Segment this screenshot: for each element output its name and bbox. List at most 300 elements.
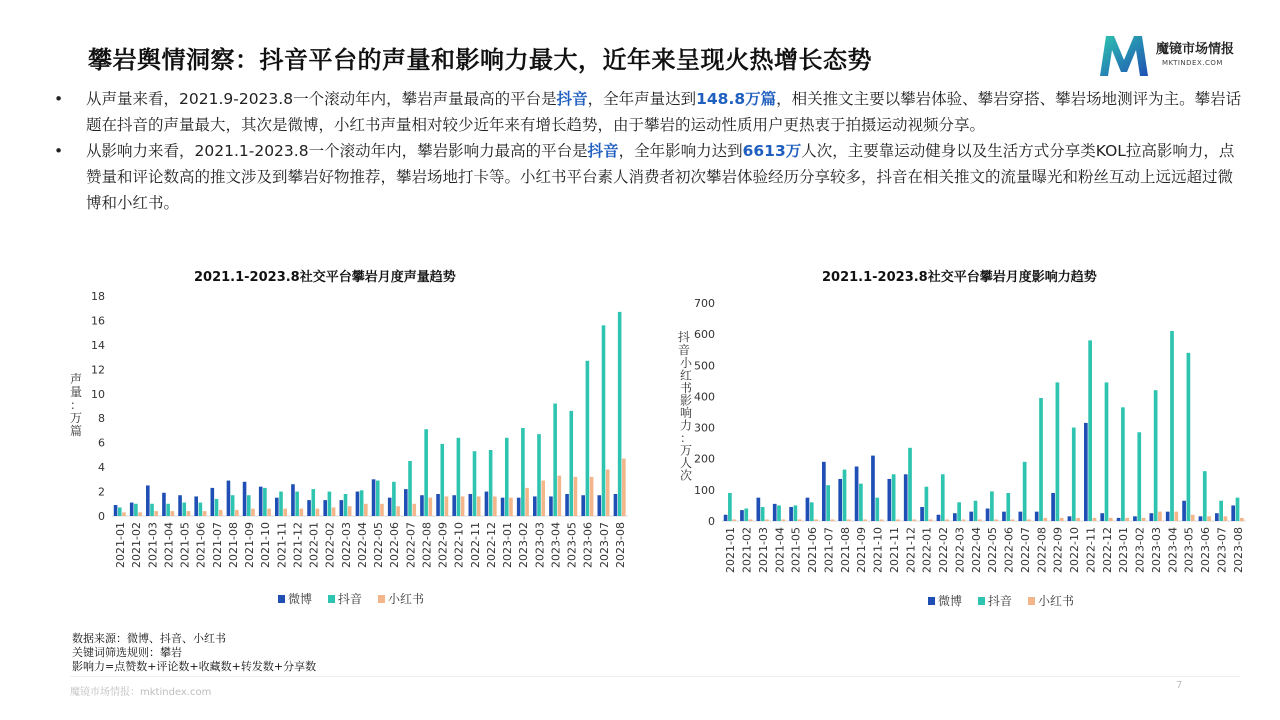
x-tick-label: 2021-02 [740, 527, 754, 573]
y-tick-label: 12 [91, 363, 105, 377]
bar-抖音-2023-07 [1219, 501, 1223, 521]
bar-微博-2022-12 [1100, 513, 1104, 521]
bar-小红书-2022-10 [461, 496, 465, 516]
bar-抖音-2023-07 [602, 325, 606, 516]
bar-抖音-2022-05 [376, 481, 380, 516]
bullet-text: ，全年声量达到 [587, 90, 697, 108]
x-tick-label: 2023-06 [581, 522, 595, 568]
bar-抖音-2021-10 [875, 498, 879, 521]
bar-微博-2022-11 [1084, 423, 1088, 521]
bar-微博-2022-06 [388, 498, 392, 516]
bar-微博-2021-07 [822, 462, 826, 521]
bar-微博-2021-10 [871, 456, 875, 521]
bar-微博-2021-12 [904, 474, 908, 521]
bar-微博-2021-02 [130, 503, 134, 516]
bar-小红书-2022-03 [962, 519, 966, 521]
bar-抖音-2022-05 [990, 491, 994, 521]
x-tick-label: 2023-06 [1199, 527, 1213, 573]
bar-抖音-2022-09 [1056, 382, 1060, 521]
bar-微博-2021-06 [194, 496, 198, 516]
bar-小红书-2022-01 [316, 509, 320, 516]
x-tick-label: 2021-01 [114, 522, 128, 568]
bar-抖音-2023-08 [618, 312, 622, 516]
bar-微博-2021-12 [291, 484, 295, 516]
bar-小红书-2023-04 [1174, 512, 1178, 521]
bar-抖音-2023-02 [1137, 432, 1141, 521]
bar-抖音-2023-05 [1187, 353, 1191, 521]
x-tick-label: 2023-07 [597, 522, 611, 568]
x-tick-label: 2022-04 [355, 522, 369, 568]
y-tick-label: 0 [708, 515, 715, 528]
bar-微博-2021-04 [162, 493, 166, 516]
bar-小红书-2021-12 [912, 519, 916, 521]
x-tick-label: 2021-12 [291, 522, 305, 568]
bar-小红书-2021-09 [863, 519, 867, 521]
bar-微博-2022-10 [1068, 516, 1072, 521]
bar-小红书-2022-11 [1093, 518, 1097, 521]
bar-微博-2021-03 [756, 498, 760, 521]
bar-抖音-2023-06 [586, 361, 590, 516]
logo-name: 魔镜市场情报 [1156, 42, 1235, 57]
x-tick-label: 2021-07 [822, 527, 836, 573]
bullet-text: 从声量来看，2021.9-2023.8一个滚动年内，攀岩声量最高的平台是 [86, 90, 557, 108]
bar-微博-2022-08 [420, 495, 424, 516]
x-tick-label: 2022-07 [404, 522, 418, 568]
y-axis-label: 小红书影响力：万人次 [680, 356, 693, 483]
bar-小红书-2023-07 [606, 470, 610, 516]
bar-小红书-2023-01 [509, 498, 513, 516]
x-tick-label: 2023-04 [1166, 527, 1180, 573]
chart-volume-title: 2021.1-2023.8社交平台攀岩月度声量趋势 [194, 270, 456, 285]
footer-divider [70, 676, 1240, 677]
bar-抖音-2022-01 [925, 487, 929, 521]
bullet-influence [52, 138, 1242, 216]
bar-小红书-2021-05 [798, 519, 802, 521]
bar-小红书-2021-06 [814, 519, 818, 521]
y-tick-label: 300 [694, 421, 715, 435]
brand-logo [1098, 32, 1258, 78]
bar-微博-2021-04 [773, 504, 777, 521]
bar-微博-2022-10 [452, 495, 456, 516]
bar-小红书-2022-06 [396, 506, 400, 516]
bullet-volume [52, 86, 1242, 138]
bar-抖音-2021-06 [810, 502, 814, 521]
y-tick-label: 14 [91, 338, 105, 352]
x-tick-label: 2022-08 [420, 522, 434, 568]
bar-小红书-2021-05 [187, 511, 191, 516]
bar-小红书-2023-03 [541, 481, 545, 516]
bar-微博-2023-03 [1149, 513, 1153, 521]
bar-抖音-2021-08 [231, 495, 235, 516]
bar-小红书-2022-02 [945, 519, 949, 521]
bar-小红书-2022-10 [1076, 518, 1080, 521]
bar-抖音-2023-08 [1236, 498, 1240, 521]
bar-微博-2021-07 [211, 488, 215, 516]
bar-抖音-2021-12 [295, 492, 299, 516]
y-tick-label: 4 [98, 461, 105, 475]
x-tick-label: 2021-05 [789, 527, 803, 573]
bar-小红书-2021-08 [847, 519, 851, 521]
logo-domain: MKTINDEX.COM [1162, 59, 1223, 67]
bar-小红书-2022-09 [1060, 518, 1064, 521]
bar-小红书-2022-12 [493, 496, 497, 516]
legend-label: 抖音 [338, 592, 363, 606]
x-tick-label: 2022-02 [323, 522, 337, 568]
bar-抖音-2021-09 [859, 484, 863, 521]
note-source: 数据来源：微博、抖音、小红书 [72, 632, 226, 645]
bullet-text: ，相关推文主要以攀岩体验、攀岩穿搭、攀岩场地测评为主。攀岩话题在抖音的声量最大，其次是微博，小红书声量相对较少近年来有增长趋势，由于攀岩的运动性质用户更热衷于拍摄运动视频分享。 [86, 90, 1242, 134]
bar-小红书-2021-10 [267, 509, 271, 516]
bar-抖音-2023-05 [569, 411, 573, 516]
bar-小红书-2023-01 [1125, 518, 1129, 521]
bar-小红书-2023-02 [525, 488, 529, 516]
bar-小红书-2022-11 [477, 496, 481, 516]
y-tick-label: 500 [694, 359, 715, 373]
bar-微博-2022-01 [920, 507, 924, 521]
bar-小红书-2023-03 [1158, 512, 1162, 521]
bar-微博-2022-04 [356, 492, 360, 516]
x-tick-label: 2022-12 [1100, 527, 1114, 573]
x-tick-label: 2023-08 [1231, 527, 1245, 573]
bar-抖音-2023-04 [1170, 331, 1174, 521]
bar-小红书-2021-02 [749, 519, 753, 521]
x-tick-label: 2021-10 [871, 527, 885, 573]
bar-微博-2023-03 [533, 496, 537, 516]
bar-抖音-2021-12 [908, 448, 912, 521]
x-tick-label: 2022-11 [1084, 527, 1098, 573]
legend-label: 抖音 [988, 594, 1013, 608]
bar-抖音-2021-03 [761, 507, 765, 521]
bar-抖音-2022-09 [440, 444, 444, 516]
x-tick-label: 2023-05 [565, 522, 579, 568]
bar-微博-2023-01 [1117, 518, 1121, 521]
bar-抖音-2021-11 [892, 474, 896, 521]
bar-抖音-2022-07 [408, 461, 412, 516]
bar-小红书-2022-07 [412, 504, 416, 516]
y-tick-label: 2 [98, 485, 105, 499]
bar-抖音-2021-02 [134, 504, 138, 516]
legend-swatch-微博 [928, 597, 935, 605]
bar-小红书-2021-10 [880, 519, 884, 521]
page-number: 7 [1176, 680, 1183, 691]
x-tick-label: 2021-09 [855, 527, 869, 573]
bar-微博-2023-06 [1199, 516, 1203, 521]
bar-小红书-2021-08 [235, 510, 239, 516]
bar-抖音-2022-08 [1039, 398, 1043, 521]
bar-微博-2021-01 [724, 515, 728, 521]
bar-抖音-2023-03 [537, 434, 541, 516]
bar-小红书-2022-02 [332, 507, 336, 516]
bar-抖音-2023-04 [553, 404, 557, 516]
bar-微博-2021-06 [806, 498, 810, 521]
legend-swatch-微博 [278, 595, 285, 603]
bar-小红书-2021-03 [765, 519, 769, 521]
bar-小红书-2023-08 [622, 459, 626, 516]
x-tick-label: 2023-03 [533, 522, 547, 568]
chart-influence-title: 2021.1-2023.8社交平台攀岩月度影响力趋势 [822, 270, 1097, 285]
chart-volume [60, 285, 640, 615]
bar-微博-2021-09 [243, 482, 247, 516]
x-tick-label: 2022-05 [986, 527, 1000, 573]
bar-抖音-2022-06 [1006, 493, 1010, 521]
y-axis-label: 抖音 [678, 330, 691, 357]
bar-小红书-2021-01 [732, 519, 736, 521]
bar-抖音-2022-11 [473, 451, 477, 516]
bar-小红书-2021-07 [831, 519, 835, 521]
bar-小红书-2021-01 [122, 512, 126, 516]
note-formula: 影响力=点赞数+评论数+收藏数+转发数+分享数 [72, 660, 317, 673]
x-tick-label: 2021-03 [146, 522, 160, 568]
bar-抖音-2023-02 [521, 428, 525, 516]
x-tick-label: 2021-05 [178, 522, 192, 568]
bar-小红书-2022-06 [1011, 519, 1015, 521]
bar-微博-2023-07 [598, 495, 602, 516]
bar-抖音-2022-12 [489, 450, 493, 516]
bar-抖音-2021-01 [728, 493, 732, 521]
x-tick-label: 2022-01 [307, 522, 321, 568]
bar-微博-2023-02 [517, 498, 521, 516]
legend-label: 微博 [288, 592, 313, 606]
logo-m-icon [1098, 32, 1150, 78]
x-tick-label: 2021-10 [259, 522, 273, 568]
bar-微博-2022-08 [1035, 512, 1039, 521]
bar-抖音-2022-08 [424, 429, 428, 516]
bar-微博-2021-10 [259, 487, 263, 516]
y-axis-label: 声量：万篇 [70, 372, 83, 438]
bar-抖音-2022-11 [1088, 340, 1092, 521]
x-tick-label: 2021-02 [130, 522, 144, 568]
bar-抖音-2021-09 [247, 495, 251, 516]
x-tick-label: 2021-04 [162, 522, 176, 568]
bar-抖音-2022-01 [311, 489, 315, 516]
bar-微博-2022-02 [323, 500, 327, 516]
bar-小红书-2021-04 [171, 511, 175, 516]
x-tick-label: 2022-10 [1068, 527, 1082, 573]
x-tick-label: 2021-07 [210, 522, 224, 568]
page-title: 攀岩舆情洞察：抖音平台的声量和影响力最大，近年来呈现火热增长态势 [88, 46, 872, 74]
bar-小红书-2021-11 [283, 509, 287, 516]
bar-小红书-2021-07 [219, 510, 223, 516]
y-tick-label: 18 [91, 290, 105, 303]
bar-微博-2022-03 [953, 513, 957, 521]
legend-label: 微博 [938, 594, 963, 608]
bar-微博-2022-11 [469, 494, 473, 516]
bar-微博-2023-07 [1215, 513, 1219, 521]
x-tick-label: 2022-10 [452, 522, 466, 568]
bar-小红书-2022-01 [929, 519, 933, 521]
bullet-text: ，全年影响力达到 [618, 142, 743, 160]
bar-抖音-2021-02 [744, 509, 748, 521]
bullet-text: 人次，主要靠运动健身以及生活方式分享类KOL拉高影响力，点赞量和评论数高的推文涉及到攀岩好物推荐，攀岩场地打卡等。小红书平台素人消费者初次攀岩体验经历分享较多，抖音在相关推文的流量曝光和粉丝互动上远远超过微博和小红书。 [86, 142, 1235, 212]
bar-抖音-2022-10 [1072, 428, 1076, 521]
x-tick-label: 2021-11 [887, 527, 901, 573]
bar-抖音-2022-04 [974, 501, 978, 521]
bullet-dot: • [54, 90, 64, 108]
x-tick-label: 2022-03 [953, 527, 967, 573]
bar-抖音-2022-07 [1023, 462, 1027, 521]
bar-抖音-2021-05 [794, 505, 798, 521]
legend-label: 小红书 [388, 592, 425, 606]
bar-小红书-2021-12 [300, 509, 304, 516]
bar-抖音-2021-08 [843, 470, 847, 521]
bar-抖音-2021-03 [150, 504, 154, 516]
bar-小红书-2023-05 [574, 477, 578, 516]
bar-抖音-2023-06 [1203, 471, 1207, 521]
bar-抖音-2021-06 [199, 503, 203, 516]
y-tick-label: 8 [98, 412, 105, 426]
bullet-dot: • [54, 142, 64, 160]
x-tick-label: 2022-12 [484, 522, 498, 568]
bar-抖音-2021-04 [166, 504, 170, 516]
legend-swatch-抖音 [978, 597, 985, 605]
bar-微博-2023-05 [565, 494, 569, 516]
bar-微博-2022-03 [340, 500, 344, 516]
x-tick-label: 2022-07 [1018, 527, 1032, 573]
bar-抖音-2023-03 [1154, 390, 1158, 521]
bar-小红书-2022-08 [429, 498, 433, 516]
bar-微博-2021-09 [855, 467, 859, 522]
bar-微博-2021-01 [114, 505, 118, 516]
y-tick-label: 100 [694, 483, 715, 497]
x-tick-label: 2023-01 [501, 522, 515, 568]
y-tick-label: 400 [694, 390, 715, 404]
bar-抖音-2021-05 [182, 503, 186, 516]
bar-抖音-2021-10 [263, 488, 267, 516]
bar-微博-2022-07 [404, 489, 408, 516]
bar-小红书-2022-04 [364, 504, 368, 516]
bar-小红书-2022-05 [380, 504, 384, 516]
bar-微博-2021-11 [275, 498, 279, 516]
x-tick-label: 2022-05 [372, 522, 386, 568]
bar-小红书-2022-04 [978, 519, 982, 521]
x-tick-label: 2021-11 [275, 522, 289, 568]
x-tick-label: 2023-02 [517, 522, 531, 568]
x-tick-label: 2022-08 [1035, 527, 1049, 573]
bar-微博-2021-05 [178, 495, 182, 516]
bar-小红书-2022-05 [994, 519, 998, 521]
bar-小红书-2021-04 [781, 519, 785, 521]
bar-微博-2021-02 [740, 510, 744, 521]
legend-swatch-小红书 [378, 595, 385, 603]
legend-swatch-小红书 [1028, 597, 1035, 605]
bar-小红书-2023-07 [1224, 516, 1228, 521]
x-tick-label: 2023-03 [1149, 527, 1163, 573]
bar-微博-2022-07 [1018, 512, 1022, 521]
bar-小红书-2023-04 [558, 476, 562, 516]
y-tick-label: 6 [98, 436, 105, 450]
x-tick-label: 2023-01 [1117, 527, 1131, 573]
bar-小红书-2023-08 [1240, 518, 1244, 521]
bar-微博-2023-04 [549, 496, 553, 516]
bar-微博-2023-08 [614, 494, 618, 516]
bar-抖音-2021-07 [215, 499, 219, 516]
bar-小红书-2023-06 [1207, 516, 1211, 521]
bar-微博-2021-08 [838, 479, 842, 521]
x-tick-label: 2022-03 [339, 522, 353, 568]
bar-微博-2021-11 [887, 479, 891, 521]
bar-小红书-2021-02 [138, 512, 142, 516]
y-tick-label: 0 [98, 510, 105, 523]
bullet-highlight: 148.8万篇 [696, 90, 777, 108]
footer-text: 魔镜市场情报：mktindex.com [70, 687, 212, 698]
bar-微博-2023-04 [1166, 512, 1170, 521]
bar-微博-2023-05 [1182, 501, 1186, 521]
y-tick-label: 600 [694, 328, 715, 342]
bar-微博-2023-01 [501, 498, 505, 516]
bar-微博-2022-04 [969, 512, 973, 521]
x-tick-label: 2021-03 [756, 527, 770, 573]
x-tick-label: 2023-08 [613, 522, 627, 568]
bar-微博-2022-01 [307, 500, 311, 516]
bar-抖音-2022-10 [457, 438, 461, 516]
y-tick-label: 200 [694, 452, 715, 466]
bar-微博-2022-12 [485, 492, 489, 516]
x-tick-label: 2023-04 [549, 522, 563, 568]
bar-微博-2021-03 [146, 485, 150, 516]
bar-小红书-2022-07 [1027, 519, 1031, 521]
bar-微博-2021-08 [227, 481, 231, 516]
summary-bullets [52, 86, 1242, 216]
bar-小红书-2023-02 [1142, 518, 1146, 521]
x-tick-label: 2022-01 [920, 527, 934, 573]
bar-小红书-2021-11 [896, 519, 900, 521]
x-tick-label: 2022-11 [468, 522, 482, 568]
x-tick-label: 2022-06 [1002, 527, 1016, 573]
bar-抖音-2022-06 [392, 482, 396, 516]
bar-微博-2023-02 [1133, 516, 1137, 521]
bar-抖音-2022-02 [941, 474, 945, 521]
bar-小红书-2022-03 [348, 506, 352, 516]
x-tick-label: 2021-08 [838, 527, 852, 573]
bar-抖音-2022-02 [328, 492, 332, 516]
legend-label: 小红书 [1038, 594, 1075, 608]
bar-微博-2022-09 [436, 494, 440, 516]
bar-小红书-2021-09 [251, 509, 255, 516]
bar-抖音-2022-12 [1105, 382, 1109, 521]
bar-抖音-2021-04 [777, 505, 781, 521]
note-keyword: 关键词筛选规则：攀岩 [72, 646, 182, 659]
x-tick-label: 2022-09 [436, 522, 450, 568]
bar-小红书-2022-08 [1043, 518, 1047, 521]
x-tick-label: 2023-07 [1215, 527, 1229, 573]
bar-小红书-2022-09 [445, 496, 449, 516]
x-tick-label: 2021-09 [243, 522, 257, 568]
x-tick-label: 2021-06 [194, 522, 208, 568]
x-tick-label: 2021-12 [904, 527, 918, 573]
x-tick-label: 2022-04 [969, 527, 983, 573]
bullet-highlight: 抖音 [556, 90, 588, 108]
bar-微博-2022-02 [937, 515, 941, 521]
bar-小红书-2022-12 [1109, 518, 1113, 521]
bar-小红书-2021-03 [154, 511, 158, 516]
bar-抖音-2021-07 [826, 485, 830, 521]
bullet-highlight: 抖音 [587, 142, 619, 160]
bar-抖音-2021-11 [279, 492, 283, 516]
bar-抖音-2021-01 [118, 507, 122, 516]
x-tick-label: 2021-06 [806, 527, 820, 573]
x-tick-label: 2022-06 [388, 522, 402, 568]
bar-小红书-2023-05 [1191, 515, 1195, 521]
y-tick-label: 700 [694, 297, 715, 310]
legend-swatch-抖音 [328, 595, 335, 603]
bar-微博-2021-05 [789, 507, 793, 521]
x-tick-label: 2021-04 [773, 527, 787, 573]
bar-抖音-2023-01 [505, 438, 509, 516]
bar-抖音-2022-04 [360, 490, 364, 516]
y-tick-label: 16 [91, 314, 105, 328]
x-tick-label: 2023-02 [1133, 527, 1147, 573]
bar-微博-2023-06 [581, 495, 585, 516]
